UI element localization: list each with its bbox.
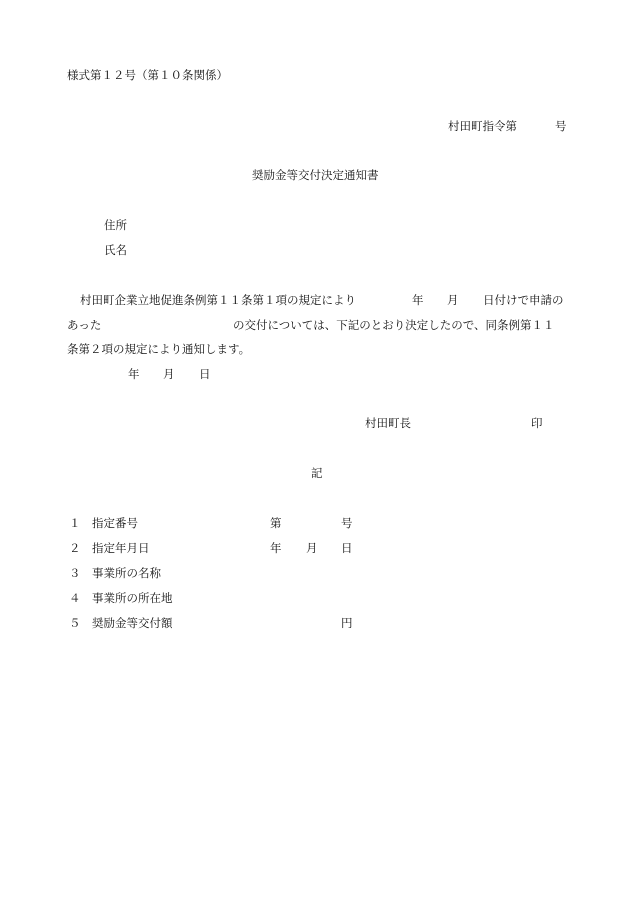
item-label: 指定番号 — [92, 516, 138, 530]
signer-title: 村田町長 — [365, 416, 411, 430]
address-label: 住所 — [104, 218, 127, 232]
notice-date-month: 月 — [163, 367, 175, 381]
body-line-1-day: 日付けで申請の — [483, 293, 564, 307]
item-number: １ — [69, 516, 81, 530]
amount-unit: 円 — [341, 616, 353, 630]
body-line-3: 条第２項の規定により通知します。 — [67, 342, 251, 356]
ki-heading: 記 — [311, 466, 323, 480]
body-line-1 — [0, 293, 630, 307]
item-number: ５ — [69, 616, 81, 630]
notice-date — [0, 367, 630, 381]
list-item — [0, 516, 630, 530]
ref-suffix: 号 — [555, 119, 567, 133]
item-number: ４ — [69, 591, 81, 605]
body-line-2 — [0, 318, 630, 332]
item-label: 指定年月日 — [92, 541, 150, 555]
list-item — [0, 541, 630, 555]
designation-date-day: 日 — [341, 541, 353, 555]
designation-number-suffix: 号 — [341, 516, 353, 530]
document-title: 奨励金等交付決定通知書 — [252, 168, 379, 182]
item-label: 奨励金等交付額 — [92, 616, 173, 630]
body-line-1-year: 年 — [412, 293, 424, 307]
designation-date-month: 月 — [306, 541, 318, 555]
ref-prefix: 村田町指令第 — [448, 119, 517, 133]
body-line-1-text: 村田町企業立地促進条例第１１条第１項の規定により — [80, 293, 356, 307]
body-line-1-month: 月 — [447, 293, 459, 307]
list-item — [0, 591, 630, 605]
notice-date-day: 日 — [199, 367, 211, 381]
form-label: 様式第１２号（第１０条関係） — [67, 68, 228, 82]
designation-date-year: 年 — [270, 541, 282, 555]
designation-number-prefix: 第 — [270, 516, 282, 530]
body-line-2-text-a: あった — [67, 318, 102, 332]
item-number: ３ — [69, 566, 81, 580]
list-item — [0, 566, 630, 580]
list-item — [0, 616, 630, 630]
notice-date-year: 年 — [128, 367, 140, 381]
name-label: 氏名 — [104, 243, 127, 257]
item-number: ２ — [69, 541, 81, 555]
item-label: 事業所の所在地 — [92, 591, 173, 605]
body-line-2-text-b: の交付については、下記のとおり決定したので、同条例第１１ — [233, 318, 555, 332]
item-label: 事業所の名称 — [92, 566, 161, 580]
seal-mark: 印 — [531, 416, 543, 430]
